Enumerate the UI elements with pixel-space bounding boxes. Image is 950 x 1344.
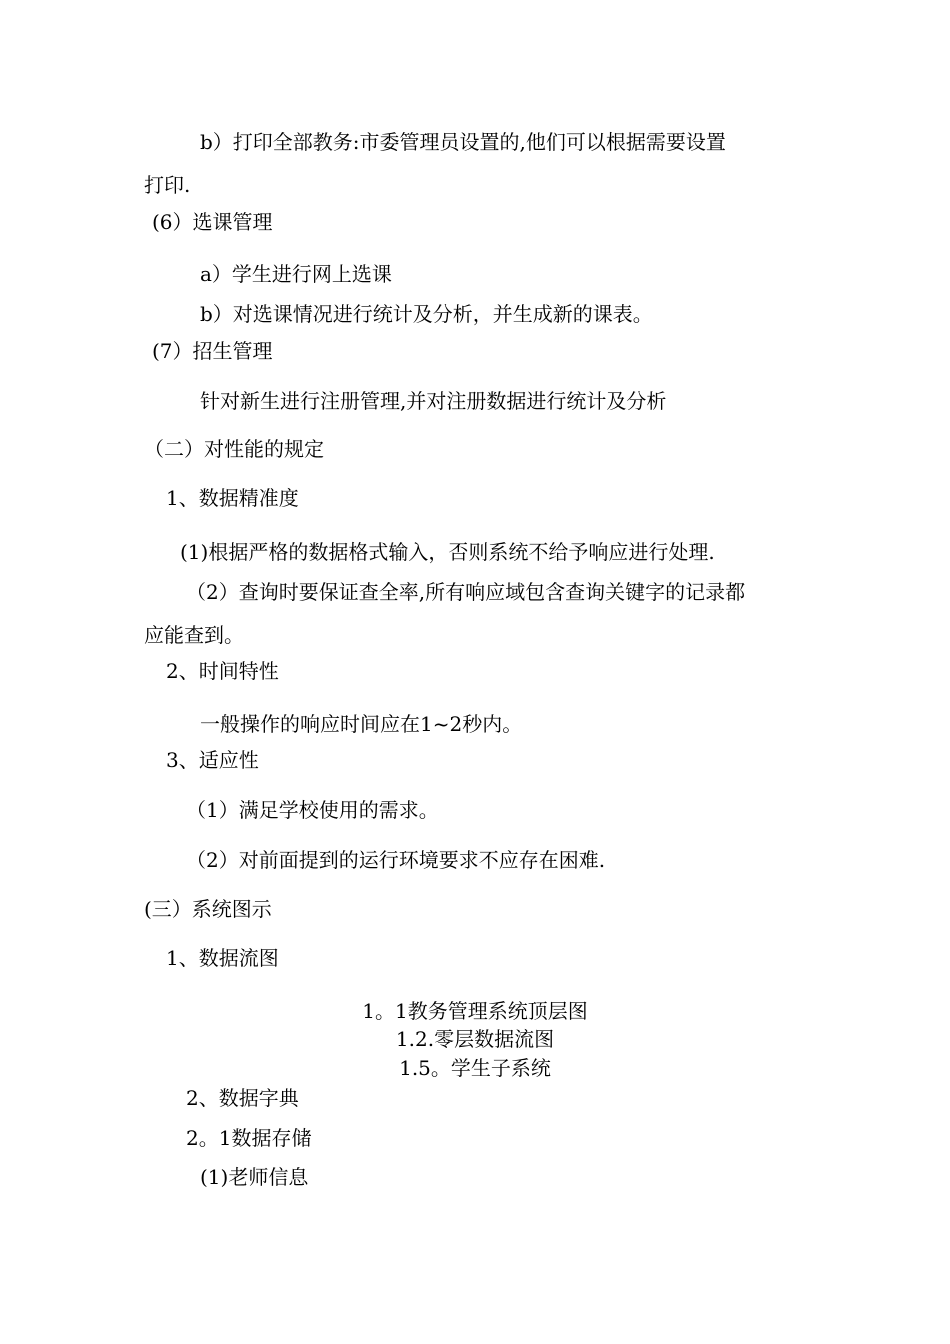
heading-adaptability: 3、适应性 xyxy=(166,748,259,772)
heading-system-diagrams: (三）系统图示 xyxy=(144,897,272,921)
heading-data-flow: 1、数据流图 xyxy=(166,946,279,970)
text-line-registration: 针对新生进行注册管理,并对注册数据进行统计及分析 xyxy=(200,389,667,413)
heading-teacher-info: (1)老师信息 xyxy=(200,1165,309,1189)
caption-top-level-diagram: 1。1教务管理系统顶层图 xyxy=(362,999,588,1023)
heading-data-storage: 2。1数据存储 xyxy=(186,1126,312,1150)
text-line-environment: （2）对前面提到的运行环境要求不应存在困难. xyxy=(186,848,606,872)
heading-time-characteristics: 2、时间特性 xyxy=(166,659,279,683)
text-line-recall-continuation: 应能查到。 xyxy=(144,623,244,647)
heading-enrollment: (7）招生管理 xyxy=(152,339,273,363)
text-line-online-selection: a）学生进行网上选课 xyxy=(200,262,392,286)
caption-student-subsystem: 1.5。学生子系统 xyxy=(399,1056,551,1080)
text-line-recall: （2）查询时要保证查全率,所有响应域包含查询关键字的记录都 xyxy=(186,580,746,604)
heading-performance: （二）对性能的规定 xyxy=(144,437,324,461)
text-line-selection-statistics: b）对选课情况进行统计及分析，并生成新的课表。 xyxy=(200,302,653,326)
caption-level-zero-diagram: 1.2.零层数据流图 xyxy=(395,1027,555,1051)
heading-data-accuracy: 1、数据精准度 xyxy=(166,486,299,510)
text-line-response-time: 一般操作的响应时间应在1~2秒内。 xyxy=(200,712,523,736)
text-line-school-needs: （1）满足学校使用的需求。 xyxy=(186,798,439,822)
heading-data-dictionary: 2、数据字典 xyxy=(186,1086,299,1110)
text-line-strict-format: (1)根据严格的数据格式输入，否则系统不给予响应进行处理. xyxy=(180,540,715,564)
text-line-print-all-tasks: b）打印全部教务:市委管理员设置的,他们可以根据需要设置 xyxy=(200,130,726,154)
text-line-print-continuation: 打印. xyxy=(144,173,191,197)
heading-course-selection: (6）选课管理 xyxy=(152,210,273,234)
